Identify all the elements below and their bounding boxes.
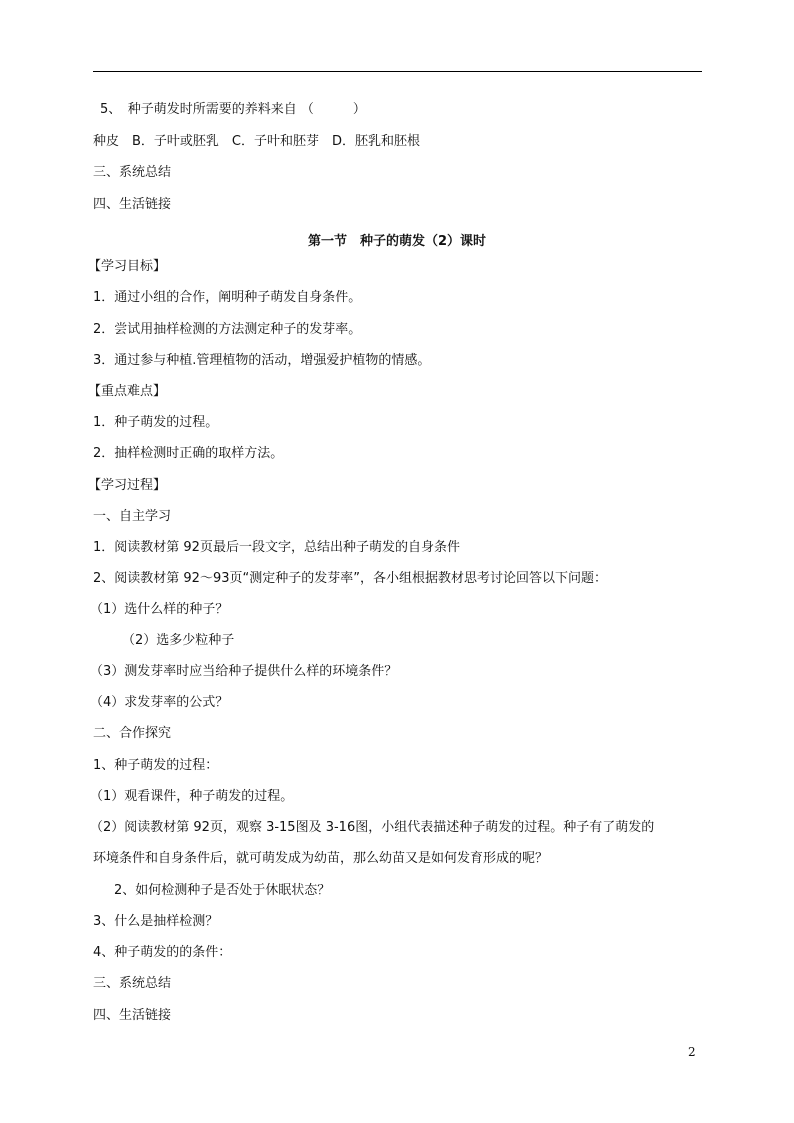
question-5: 5、 种子萌发时所需要的养料来自 （ ）	[100, 102, 366, 117]
objectives-heading: 【学习目标】	[88, 259, 167, 274]
coop-heading: 二、合作探究	[93, 726, 172, 741]
question-5-options: 种皮 B．子叶或胚乳 C．子叶和胚芽 D．胚乳和胚根	[93, 134, 421, 149]
key-points-heading: 【重点难点】	[88, 384, 167, 399]
self-study-item: （4）求发芽率的公式？	[90, 695, 229, 710]
section-summary: 三、系统总结	[93, 976, 172, 991]
self-study-item: （3）测发芽率时应当给种子提供什么样的环境条件？	[90, 664, 398, 679]
coop-item: （1）观看课件，种子萌发的过程。	[90, 789, 294, 804]
coop-item: 环境条件和自身条件后，就可萌发成为幼苗，那么幼苗又是如何发育形成的呢？	[93, 851, 549, 866]
self-study-heading: 一、自主学习	[93, 509, 172, 524]
coop-item: 1、种子萌发的过程：	[93, 758, 219, 773]
process-heading: 【学习过程】	[88, 478, 167, 493]
coop-item: 4、种子萌发的的条件：	[93, 945, 232, 960]
coop-item: 2、如何检测种子是否处于休眠状态？	[114, 883, 331, 898]
section-life-link: 四、生活链接	[93, 197, 172, 212]
objective-item: 3．通过参与种植.管理植物的活动，增强爱护植物的情感。	[93, 353, 431, 368]
coop-item: （2）阅读教材第 92页，观察 3-15图及 3-16图，小组代表描述种子萌发的过程。种子有了萌发的	[90, 820, 655, 835]
key-point-item: 1．种子萌发的过程。	[93, 415, 219, 430]
self-study-item: （1）选什么样的种子？	[90, 602, 229, 617]
key-point-item: 2．抽样检测时正确的取样方法。	[93, 446, 284, 461]
section-summary: 三、系统总结	[93, 165, 172, 180]
page-number: 2	[688, 1045, 696, 1059]
self-study-item: （2）选多少粒种子	[122, 633, 235, 648]
header-rule	[93, 71, 702, 72]
section-life-link: 四、生活链接	[93, 1008, 172, 1023]
self-study-item: 2、阅读教材第 92～93页“测定种子的发芽率”，各小组根据教材思考讨论回答以下问题：	[93, 571, 607, 586]
objective-item: 2．尝试用抽样检测的方法测定种子的发芽率。	[93, 322, 362, 337]
coop-item: 3、什么是抽样检测？	[93, 914, 219, 929]
self-study-item: 1．阅读教材第 92页最后一段文字，总结出种子萌发的自身条件	[93, 540, 460, 555]
lesson-title: 第一节 种子的萌发（2）课时	[307, 234, 487, 249]
objective-item: 1．通过小组的合作，阐明种子萌发自身条件。	[93, 290, 362, 305]
